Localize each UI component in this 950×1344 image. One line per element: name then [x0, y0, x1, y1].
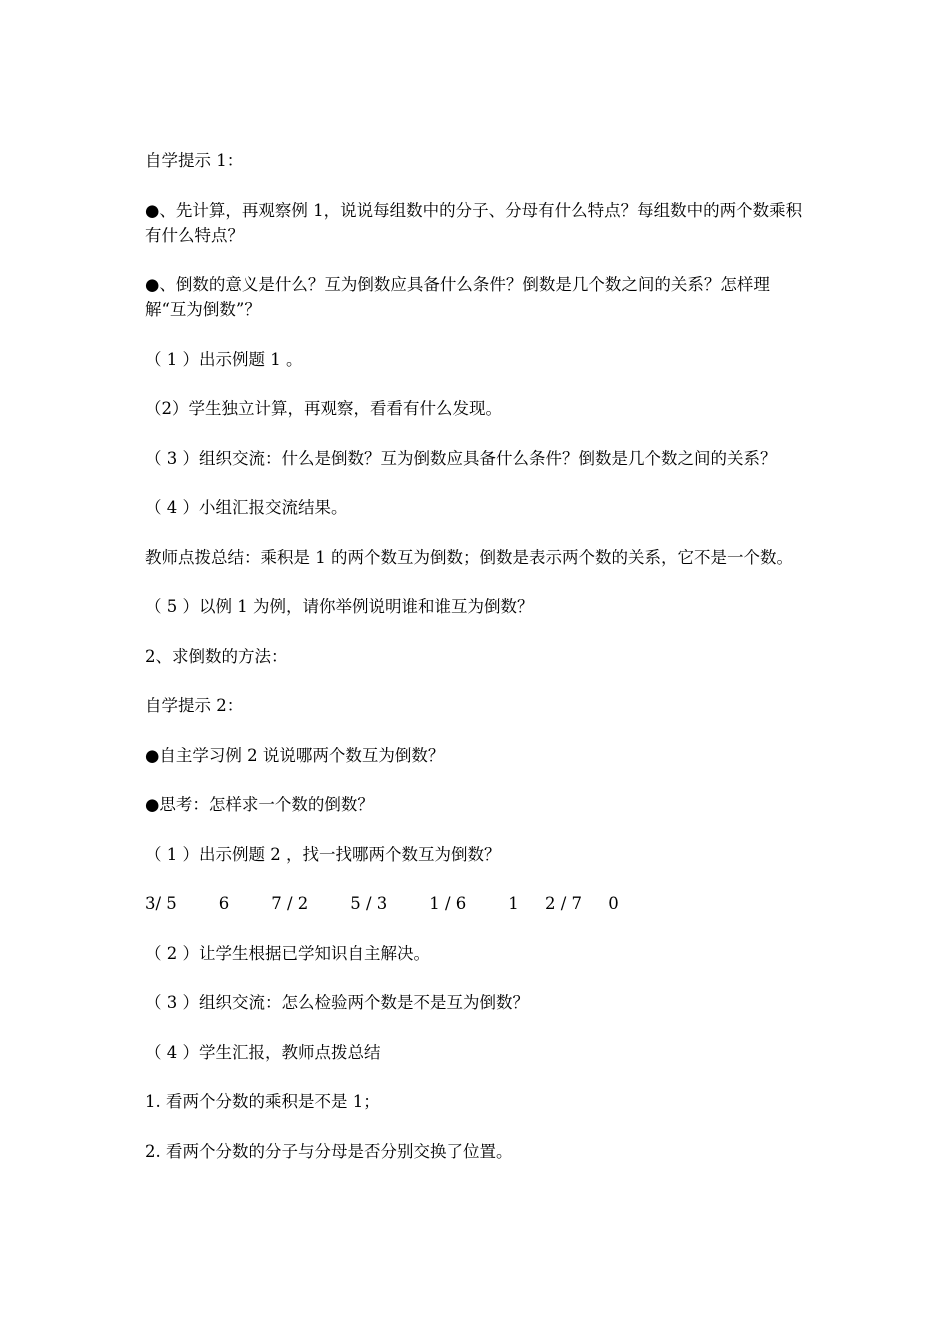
step-2-solve-independently: （ 2 ）让学生根据已学知识自主解决。 [145, 943, 430, 963]
self-study-hint-1-heading: 自学提示 1： [145, 151, 244, 170]
step-5-give-examples: （ 5 ）以例 1 为例，请你举例说明谁和谁互为倒数？ [145, 597, 534, 616]
teacher-summary: 教师点拨总结：乘积是 1 的两个数互为倒数；倒数是表示两个数的关系，它不是一个数。 [145, 547, 793, 567]
step-2-independent-calculation: （2）学生独立计算，再观察，看看有什么发现。 [145, 399, 502, 418]
document-body [145, 148, 810, 1188]
step-3-organize-discussion: （ 3 ）组织交流：什么是倒数？互为倒数应具备什么条件？倒数是几个数之间的关系？ [145, 448, 777, 468]
step-1-show-example-1: （ 1 ）出示例题 1 。 [145, 349, 303, 369]
step-4-report-summary: （ 4 ）学生汇报，教师点拨总结 [145, 1042, 381, 1062]
step-4-group-report: （ 4 ）小组汇报交流结果。 [145, 498, 348, 517]
step-1-show-example-2: （ 1 ）出示例题 2 ，找一找哪两个数互为倒数？ [145, 844, 501, 864]
rule-2-swap-numerator-denominator: 2. 看两个分数的分子与分母是否分别交换了位置。 [145, 1141, 513, 1161]
bullet-self-study-example-2: ●自主学习例 2 说说哪两个数互为倒数？ [145, 745, 445, 765]
section-2-heading: 2、求倒数的方法： [145, 646, 288, 666]
bullet-meaning-of-reciprocal: ●、倒数的意义是什么？互为倒数应具备什么条件？倒数是几个数之间的关系？怎样理解“互为倒数”？ [145, 275, 770, 319]
bullet-calculate-observe: ●、先计算，再观察例 1，说说每组数中的分子、分母有什么特点？每组数中的两个数乘积有什么特点？ [145, 200, 803, 245]
rule-1-product-is-one: 1. 看两个分数的乘积是不是 1； [145, 1092, 380, 1111]
number-list: 3/ 5 6 7 / 2 5 / 3 1 / 6 1 2 / 7 0 [145, 894, 619, 913]
step-3-how-to-verify: （ 3 ）组织交流：怎么检验两个数是不是互为倒数？ [145, 993, 529, 1012]
self-study-hint-2-heading: 自学提示 2： [145, 696, 244, 715]
bullet-think-how-to-find: ●思考：怎样求一个数的倒数？ [145, 795, 374, 814]
